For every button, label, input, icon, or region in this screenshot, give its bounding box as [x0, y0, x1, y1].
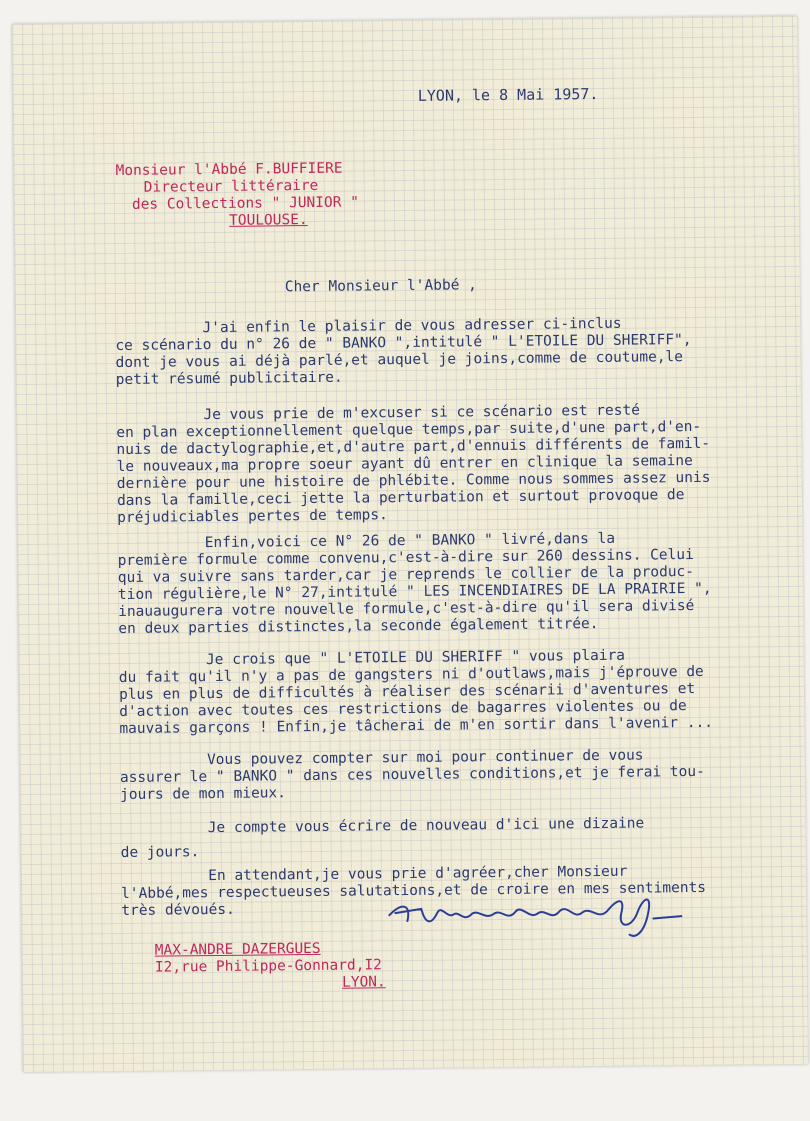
body-line: dont je vous ai déjà parlé,et auquel je joins,comme de coutume,le [115, 349, 684, 372]
letter-page [12, 16, 808, 1072]
recipient-collection: des Collections " JUNIOR " [131, 194, 359, 213]
body-line: Je crois que " L'ETOILE DU SHERIFF " vous plaira [118, 647, 626, 670]
body-line: Je compte vous écrire de nouveau d'ici une dizaine [120, 815, 645, 838]
body-line: En attendant,je vous prie d'agréer,cher Monsieur [120, 863, 628, 886]
body-line: jours de mon mieux. [120, 785, 287, 804]
salutation: Cher Monsieur l'Abbé , [284, 277, 477, 296]
body-line: en deux parties distinctes,la seconde également titrée. [118, 616, 599, 638]
body-line: du fait qu'il n'y a pas de gangsters ni d'outlaws,mais j'éprouve de [118, 663, 704, 687]
recipient-city: TOULOUSE. [229, 212, 308, 229]
body-line: assurer le " BANKO " dans ces nouvelles conditions,et je ferai tou- [119, 763, 705, 787]
body-line: dans la famille,ceci jette la perturbation et surtout provoque de [116, 487, 685, 510]
body-line: ce scénario du n° 26 de " BANKO ",intitulé " L'ETOILE DU SHERIFF", [115, 332, 692, 355]
body-line: nuis de dactylographie,et,d'autre part,d'ennuis différents de famil- [116, 435, 711, 459]
body-line: très dévoués. [121, 901, 235, 920]
body-line: mauvais garçons ! Enfin,je tâcherai de m'en sortir dans l'avenir ... [119, 714, 714, 738]
body-line: petit résumé publicitaire. [115, 369, 343, 389]
body-line: première formule comme convenu,c'est-à-dire sur 260 dessins. Celui [117, 547, 694, 570]
body-line: Vous pouvez compter sur moi pour continuer de vous [119, 747, 644, 770]
body-line: d'action avec toutes ces restrictions de bagarres violentes ou de [119, 698, 687, 721]
body-line: plus en plus de difficultés à réaliser des scénarii d'aventures et [118, 680, 696, 704]
recipient-title: Directeur littéraire [143, 177, 319, 196]
body-line: J'ai enfin le plaisir de vous adresser ci-inclus [115, 315, 622, 338]
handwritten-signature [381, 882, 702, 945]
recipient-name: Monsieur l'Abbé F.BUFFIERE [115, 160, 343, 180]
body-line: tion régulière,le N° 27,intitulé " LES INCENDIAIRES DE LA PRAIRIE ", [117, 580, 712, 604]
body-line: inauaugurera votre nouvelle formule,c'est-à-dire qu'il sera divisé [118, 597, 695, 621]
body-line: de jours. [120, 844, 200, 862]
body-line: qui va suivre sans tarder,car je reprends le collier de la produc- [117, 563, 695, 587]
body-line: Enfin,voici ce N° 26 de " BANKO " livré,dans la [117, 530, 616, 553]
sender-street: I2,rue Philippe-Gonnard,I2 [154, 957, 382, 976]
letter-date: LYON, le 8 Mai 1957. [417, 84, 599, 105]
sender-name: MAX-ANDRE DAZERGUES [154, 940, 321, 959]
body-line: le nouveaux,ma propre soeur ayant dû entrer en clinique la semaine [116, 453, 693, 476]
body-line: Je vous prie de m'excuser si ce scénario est resté [116, 402, 640, 425]
body-line: dernière pour une histoire de phlébite. Comme nous sommes assez unis [116, 469, 711, 493]
body-line: en plan exceptionnellement quelque temps,par suite,d'une part,d'en- [116, 418, 702, 442]
body-line: préjudiciables pertes de temps. [117, 507, 388, 527]
sender-city: LYON. [341, 974, 386, 991]
body-line: l'Abbé,mes respectueuses salutations,et de croire en mes sentiments [121, 879, 707, 903]
